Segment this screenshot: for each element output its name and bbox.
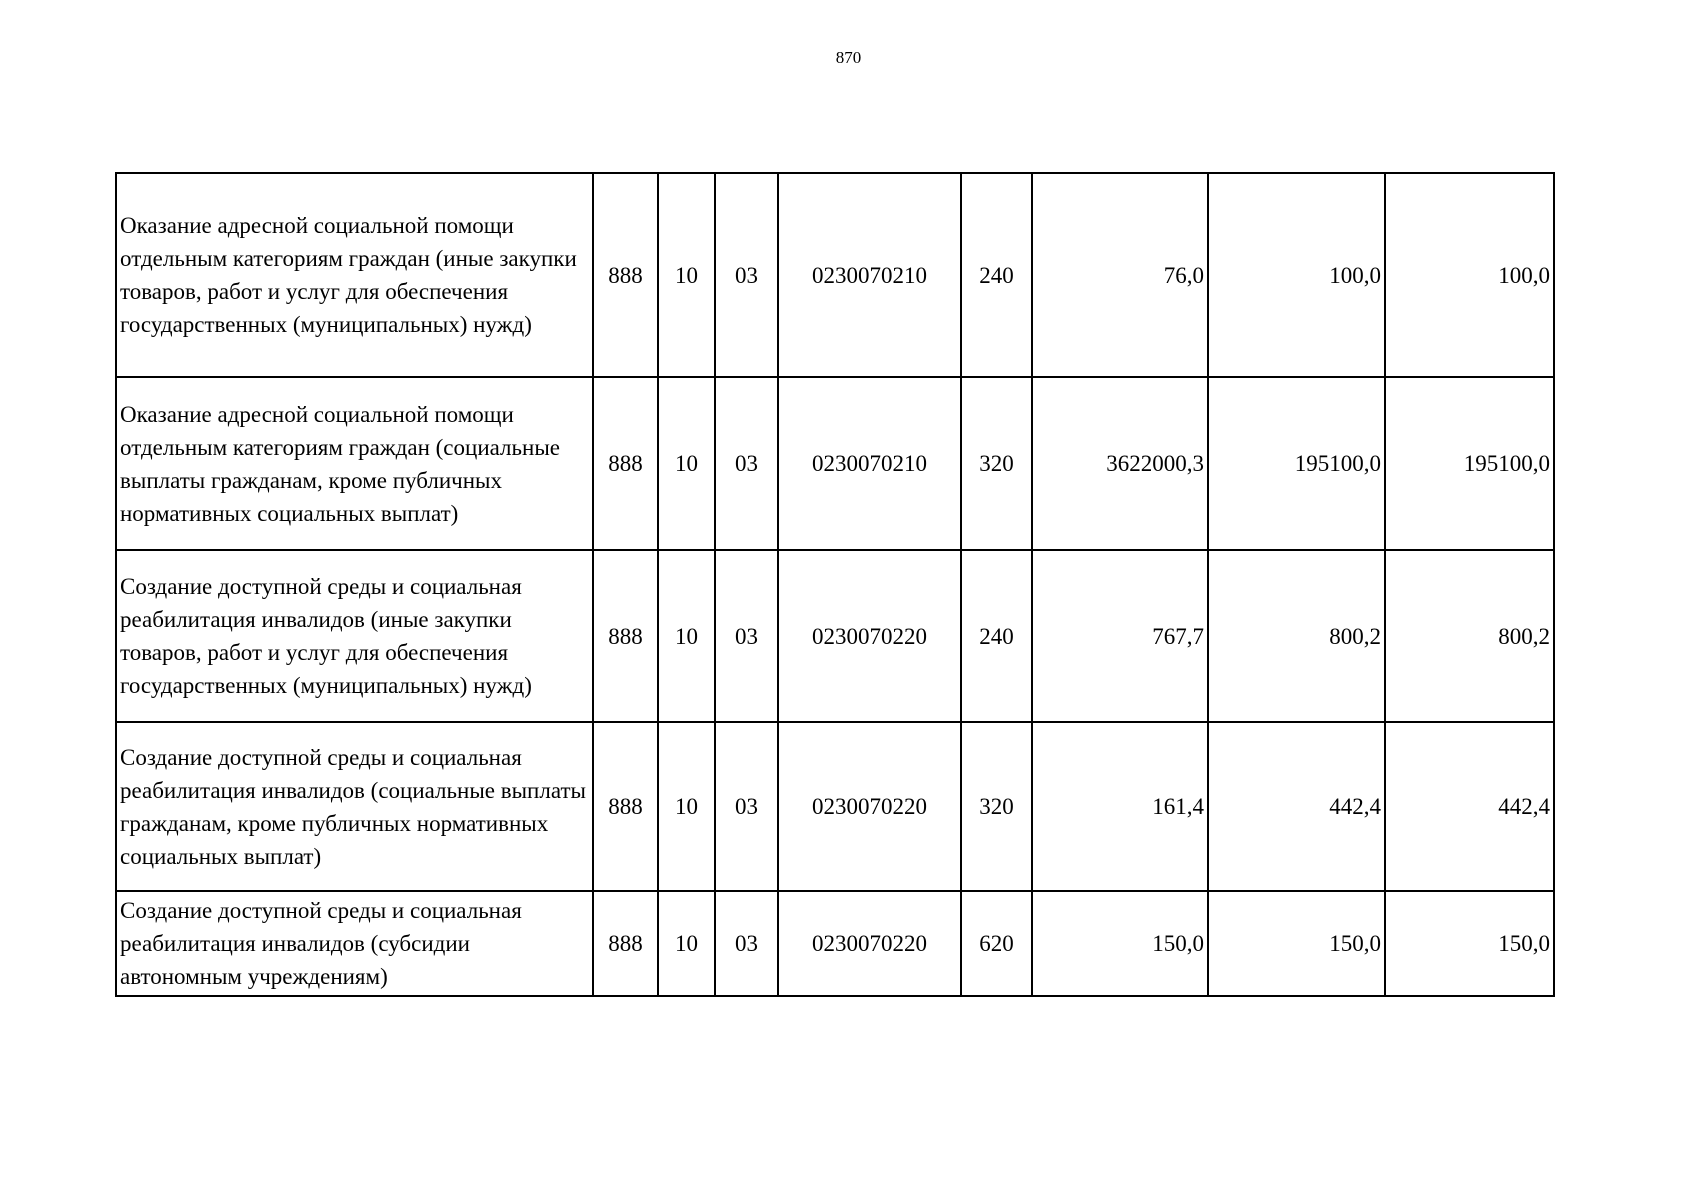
amount-1: 76,0 [1032, 173, 1208, 377]
subsection-code: 03 [715, 377, 778, 550]
target-code: 0230070210 [778, 173, 961, 377]
section-code: 10 [658, 173, 715, 377]
amount-1: 161,4 [1032, 722, 1208, 891]
expense-type-code: 240 [961, 173, 1032, 377]
ministry-code: 888 [593, 550, 658, 722]
page-number: 870 [835, 48, 862, 67]
target-code: 0230070220 [778, 550, 961, 722]
amount-2: 150,0 [1208, 891, 1385, 996]
amount-3: 195100,0 [1385, 377, 1554, 550]
amount-1: 3622000,3 [1032, 377, 1208, 550]
amount-3: 442,4 [1385, 722, 1554, 891]
amount-1: 767,7 [1032, 550, 1208, 722]
expense-type-code: 320 [961, 722, 1032, 891]
row-description: Создание доступной среды и социальная реабилитация инвалидов (иные закупки товаров, работ и услуг для обеспечения государственных (муниципальных) нужд) [116, 550, 593, 722]
ministry-code: 888 [593, 377, 658, 550]
amount-2: 800,2 [1208, 550, 1385, 722]
amount-3: 100,0 [1385, 173, 1554, 377]
amount-3: 150,0 [1385, 891, 1554, 996]
table-row [116, 377, 1554, 550]
expense-type-code: 240 [961, 550, 1032, 722]
table-row [116, 891, 1554, 996]
row-description: Оказание адресной социальной помощи отдельным категориям граждан (социальные выплаты гражданам, кроме публичных нормативных социальных выплат) [116, 377, 593, 550]
amount-2: 442,4 [1208, 722, 1385, 891]
section-code: 10 [658, 377, 715, 550]
amount-2: 100,0 [1208, 173, 1385, 377]
section-code: 10 [658, 891, 715, 996]
target-code: 0230070220 [778, 722, 961, 891]
table-row [116, 173, 1554, 377]
budget-table [115, 172, 1555, 997]
ministry-code: 888 [593, 173, 658, 377]
row-description: Создание доступной среды и социальная реабилитация инвалидов (социальные выплаты гражданам, кроме публичных нормативных социальных выплат) [116, 722, 593, 891]
subsection-code: 03 [715, 173, 778, 377]
amount-3: 800,2 [1385, 550, 1554, 722]
ministry-code: 888 [593, 891, 658, 996]
amount-2: 195100,0 [1208, 377, 1385, 550]
subsection-code: 03 [715, 550, 778, 722]
row-description: Оказание адресной социальной помощи отдельным категориям граждан (иные закупки товаров, работ и услуг для обеспечения государственных (муниципальных) нужд) [116, 173, 593, 377]
subsection-code: 03 [715, 891, 778, 996]
table-row [116, 550, 1554, 722]
expense-type-code: 320 [961, 377, 1032, 550]
table-row [116, 722, 1554, 891]
target-code: 0230070220 [778, 891, 961, 996]
subsection-code: 03 [715, 722, 778, 891]
section-code: 10 [658, 550, 715, 722]
row-description: Создание доступной среды и социальная реабилитация инвалидов (субсидии автономным учреждениям) [116, 891, 593, 996]
ministry-code: 888 [593, 722, 658, 891]
expense-type-code: 620 [961, 891, 1032, 996]
target-code: 0230070210 [778, 377, 961, 550]
amount-1: 150,0 [1032, 891, 1208, 996]
section-code: 10 [658, 722, 715, 891]
